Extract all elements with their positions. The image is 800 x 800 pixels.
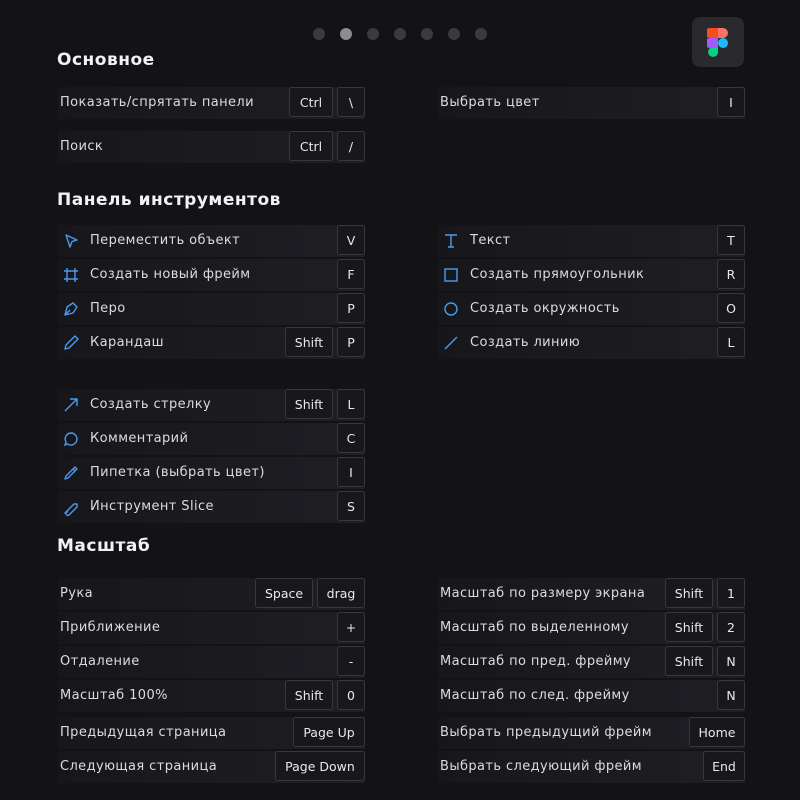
shortcut-row-move bbox=[58, 225, 365, 257]
shortcut-label: Приближение bbox=[60, 620, 161, 635]
frame-icon bbox=[62, 266, 80, 284]
shortcut-label: Карандаш bbox=[90, 335, 164, 350]
page-dot[interactable] bbox=[367, 28, 379, 40]
page-dot[interactable] bbox=[394, 28, 406, 40]
shortcut-row-zoom-next-frame bbox=[438, 680, 745, 712]
line-icon bbox=[442, 334, 460, 352]
key-t: T bbox=[717, 225, 745, 255]
key-l: L bbox=[337, 389, 365, 419]
shortcut-label: Создать стрелку bbox=[90, 397, 212, 412]
shortcut-label: Масштаб 100% bbox=[60, 688, 168, 703]
pencil-icon bbox=[62, 334, 80, 352]
shortcut-label: Выбрать следующий фрейм bbox=[440, 759, 642, 774]
shortcut-label: Выбрать цвет bbox=[440, 95, 540, 110]
shortcut-row-prev-page bbox=[58, 717, 365, 749]
key-page-up: Page Up bbox=[293, 717, 365, 747]
shortcut-row-arrow bbox=[58, 389, 365, 421]
rectangle-icon bbox=[442, 266, 460, 284]
key-ctrl: Ctrl bbox=[289, 131, 333, 161]
comment-icon bbox=[62, 430, 80, 448]
shortcut-row-search bbox=[58, 131, 365, 163]
key-v: V bbox=[337, 225, 365, 255]
key-p: P bbox=[337, 327, 365, 357]
section-title-basic: Основное bbox=[57, 50, 155, 70]
shortcut-label: Масштаб по пред. фрейму bbox=[440, 654, 632, 669]
shortcut-label: Выбрать предыдущий фрейм bbox=[440, 725, 652, 740]
shortcut-label: Инструмент Slice bbox=[90, 499, 214, 514]
arrow-icon bbox=[62, 396, 80, 414]
shortcut-label: Создать прямоугольник bbox=[470, 267, 645, 282]
pen-icon bbox=[62, 300, 80, 318]
key-shift: Shift bbox=[665, 578, 713, 608]
key-drag: drag bbox=[317, 578, 365, 608]
shortcut-label: Переместить объект bbox=[90, 233, 241, 248]
key-one: 1 bbox=[717, 578, 745, 608]
figma-logo bbox=[692, 17, 744, 67]
page-indicator[interactable] bbox=[313, 28, 487, 40]
page-dot-active[interactable] bbox=[340, 28, 352, 40]
key-ctrl: Ctrl bbox=[289, 87, 333, 117]
shortcut-row-zoom-prev-frame bbox=[438, 646, 745, 678]
shortcut-label: Масштаб по след. фрейму bbox=[440, 688, 630, 703]
key-shift: Shift bbox=[665, 612, 713, 642]
section-title-zoom: Масштаб bbox=[57, 536, 151, 556]
shortcut-row-zoom-in bbox=[58, 612, 365, 644]
key-i: I bbox=[337, 457, 365, 487]
shortcut-row-text bbox=[438, 225, 745, 257]
key-backslash: \ bbox=[337, 87, 365, 117]
key-space: Space bbox=[255, 578, 313, 608]
key-n: N bbox=[717, 680, 745, 710]
shortcut-row-pen bbox=[58, 293, 365, 325]
key-shift: Shift bbox=[285, 389, 333, 419]
shortcut-label: Масштаб по выделенному bbox=[440, 620, 629, 635]
key-i: I bbox=[717, 87, 745, 117]
page-dot[interactable] bbox=[475, 28, 487, 40]
shortcut-row-frame bbox=[58, 259, 365, 291]
shortcut-row-next-page bbox=[58, 751, 365, 783]
key-n: N bbox=[717, 646, 745, 676]
key-page-down: Page Down bbox=[275, 751, 365, 781]
shortcut-label: Комментарий bbox=[90, 431, 189, 446]
shortcut-row-zoom-fit bbox=[438, 578, 745, 610]
eyedropper-icon bbox=[62, 464, 80, 482]
slice-icon bbox=[62, 498, 80, 516]
shortcut-label: Рука bbox=[60, 586, 93, 601]
key-end: End bbox=[703, 751, 745, 781]
shortcut-label: Масштаб по размеру экрана bbox=[440, 586, 646, 601]
shortcut-row-rectangle bbox=[438, 259, 745, 291]
page-dot[interactable] bbox=[313, 28, 325, 40]
page-dot[interactable] bbox=[421, 28, 433, 40]
key-l: L bbox=[717, 327, 745, 357]
shortcut-label: Отдаление bbox=[60, 654, 140, 669]
shortcut-row-comment bbox=[58, 423, 365, 455]
shortcut-label: Текст bbox=[470, 233, 511, 248]
shortcut-label: Предыдущая страница bbox=[60, 725, 227, 740]
key-shift: Shift bbox=[665, 646, 713, 676]
shortcut-row-pencil bbox=[58, 327, 365, 359]
page-dot[interactable] bbox=[448, 28, 460, 40]
key-p: P bbox=[337, 293, 365, 323]
key-two: 2 bbox=[717, 612, 745, 642]
shortcut-label: Следующая страница bbox=[60, 759, 218, 774]
shortcut-label: Пипетка (выбрать цвет) bbox=[90, 465, 265, 480]
shortcut-label: Поиск bbox=[60, 139, 104, 154]
shortcut-label: Показать/спрятать панели bbox=[60, 95, 254, 110]
key-f: F bbox=[337, 259, 365, 289]
key-o: O bbox=[717, 293, 745, 323]
shortcut-row-line bbox=[438, 327, 745, 359]
key-r: R bbox=[717, 259, 745, 289]
shortcut-row-ellipse bbox=[438, 293, 745, 325]
shortcut-row-select-next-frame bbox=[438, 751, 745, 783]
shortcut-label: Создать новый фрейм bbox=[90, 267, 251, 282]
shortcut-row-hand bbox=[58, 578, 365, 610]
key-shift: Shift bbox=[285, 680, 333, 710]
shortcut-row-eyedropper bbox=[58, 457, 365, 489]
key-c: C bbox=[337, 423, 365, 453]
shortcut-label: Перо bbox=[90, 301, 126, 316]
key-home: Home bbox=[689, 717, 745, 747]
key-s: S bbox=[337, 491, 365, 521]
shortcut-row-toggle-panels bbox=[58, 87, 365, 119]
shortcut-label: Создать окружность bbox=[470, 301, 620, 316]
shortcut-row-zoom-100 bbox=[58, 680, 365, 712]
ellipse-icon bbox=[442, 300, 460, 318]
section-title-tools: Панель инструментов bbox=[57, 190, 281, 210]
shortcut-row-pick-color bbox=[438, 87, 745, 119]
shortcut-label: Создать линию bbox=[470, 335, 581, 350]
key-shift: Shift bbox=[285, 327, 333, 357]
move-cursor-icon bbox=[62, 232, 80, 250]
shortcut-row-slice bbox=[58, 491, 365, 523]
key-plus: + bbox=[337, 612, 365, 642]
text-icon bbox=[442, 232, 460, 250]
shortcut-row-select-prev-frame bbox=[438, 717, 745, 749]
key-zero: 0 bbox=[337, 680, 365, 710]
key-slash: / bbox=[337, 131, 365, 161]
shortcut-row-zoom-out bbox=[58, 646, 365, 678]
key-minus: - bbox=[337, 646, 365, 676]
shortcut-row-zoom-selection bbox=[438, 612, 745, 644]
